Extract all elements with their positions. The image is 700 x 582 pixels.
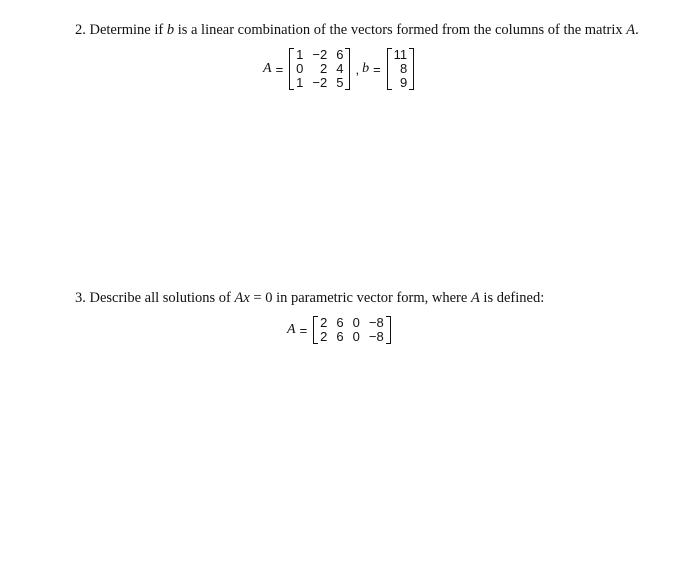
vector-b-label: b <box>362 61 370 76</box>
matrix-A <box>313 316 391 344</box>
matrix-entry: 6 <box>336 315 344 330</box>
matrix-entry: 2 <box>320 315 328 330</box>
equals-sign: = <box>299 322 308 338</box>
vector-b <box>387 48 415 90</box>
right-bracket <box>345 48 350 90</box>
problem-2-equation <box>263 48 416 90</box>
matrix-A-label: A <box>287 322 296 337</box>
problem-3-text: is defined: <box>479 290 545 306</box>
matrix-entry: 2 <box>319 61 328 76</box>
problem-2-statement <box>75 22 639 39</box>
problem-2-text: is a linear combination of the vectors formed from the columns of the matrix <box>174 22 627 38</box>
problem-3-equation <box>287 316 393 344</box>
var-Ax: Ax <box>234 290 250 306</box>
matrix-entry: 9 <box>399 75 408 90</box>
problem-3-statement <box>75 290 544 307</box>
matrix-entry: −8 <box>368 329 384 344</box>
matrix-entry: 0 <box>352 315 360 330</box>
matrix-entry: 8 <box>399 61 408 76</box>
var-A: A <box>470 290 480 306</box>
right-bracket <box>409 48 414 90</box>
problem-2-text: . <box>635 22 639 38</box>
problem-2-number: 2. <box>75 22 86 38</box>
matrix-entry: 1 <box>296 75 304 90</box>
problem-3-text: = 0 in parametric vector form, where <box>249 290 471 306</box>
matrix-entry: 0 <box>296 61 304 76</box>
equals-sign: = <box>275 61 284 77</box>
equals-sign: = <box>373 61 381 77</box>
right-bracket <box>386 316 391 344</box>
matrix-entry: −2 <box>312 47 328 62</box>
vector-b-grid <box>392 48 410 90</box>
var-b: b <box>166 22 175 38</box>
matrix-entry: 2 <box>320 329 328 344</box>
problem-3-text: Describe all solutions of <box>85 290 235 306</box>
matrix-entry: −2 <box>312 75 328 90</box>
matrix-entry: 4 <box>336 61 344 76</box>
matrix-A-label: A <box>263 61 272 76</box>
matrix-entry: 6 <box>336 329 344 344</box>
matrix-entry: 5 <box>336 75 344 90</box>
matrix-A-grid <box>294 48 345 90</box>
comma: , <box>355 61 360 77</box>
matrix-A-grid <box>318 316 386 344</box>
problem-3-number: 3. <box>75 290 86 306</box>
matrix-A <box>289 48 350 90</box>
matrix-entry: −8 <box>368 315 384 330</box>
matrix-entry: 0 <box>352 329 360 344</box>
var-A: A <box>626 22 636 38</box>
problem-2-text: Determine if <box>85 22 167 38</box>
matrix-entry: 11 <box>393 47 408 62</box>
matrix-entry: 1 <box>296 47 304 62</box>
matrix-entry: 6 <box>336 47 344 62</box>
